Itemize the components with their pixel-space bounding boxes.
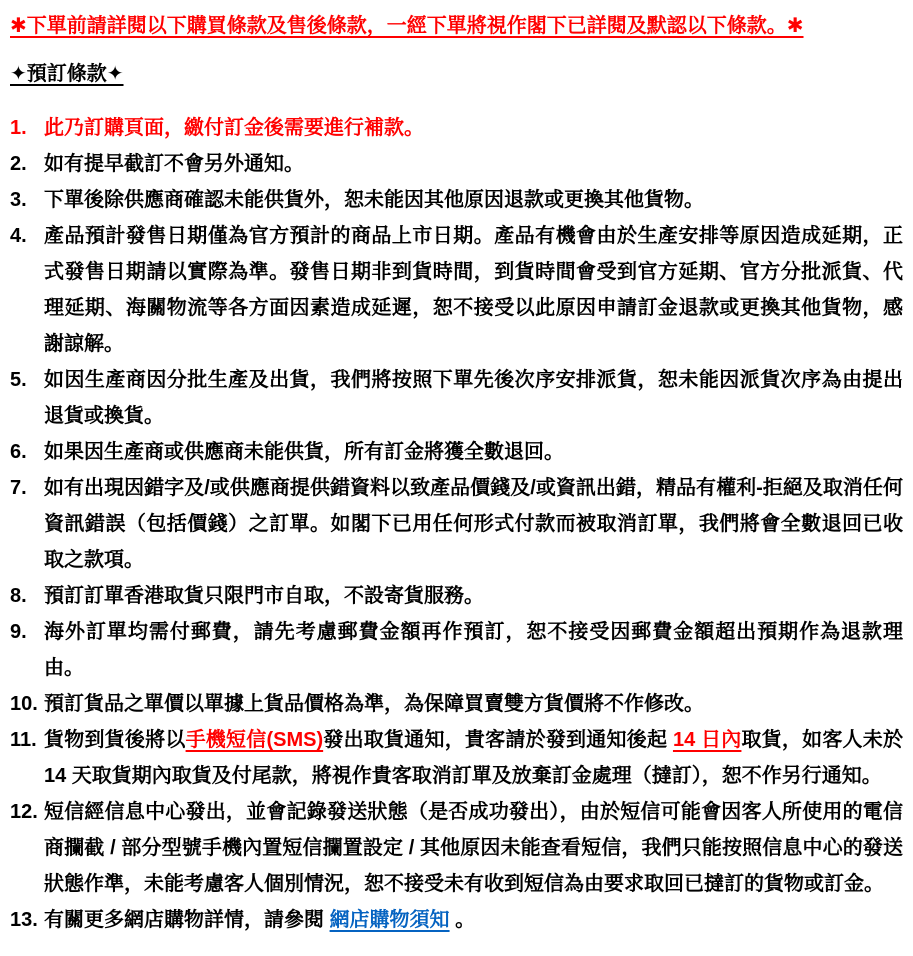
term-text (44, 614, 903, 686)
term-text-part: 如有出現因錯字及/或供應商提供錯資料以致產品價錢及/或資訊出錯，精品有權利-拒絕及取消任何資訊錯誤（包括價錢）之訂單。如閣下已用任何形式付款而被取消訂單，我們將會全數退回已收取之款項。 (44, 477, 903, 571)
term-text-part: 取貨，如客人未於 14 天取貨期內取貨及付尾款，將視作貴客取消訂單及放棄訂金處理（撻訂），恕不作另行通知。 (44, 729, 904, 787)
term-item-9 (10, 614, 903, 686)
term-item-6 (10, 434, 903, 470)
term-item-4 (10, 218, 903, 362)
term-text-part: 如果因生產商或供應商未能供貨，所有訂金將獲全數退回。 (44, 441, 564, 463)
term-text (44, 218, 903, 362)
term-text (44, 794, 903, 902)
term-number: 6. (10, 441, 27, 463)
term-text-part: 下單後除供應商確認未能供貨外，恕未能因其他原因退款或更換其他貨物。 (44, 189, 704, 211)
term-text-part: 預訂訂單香港取貨只限門市自取，不設寄貨服務。 (44, 585, 484, 607)
term-number: 3. (10, 189, 27, 211)
term-text-part: 海外訂單均需付郵費，請先考慮郵費金額再作預訂，恕不接受因郵費金額超出預期作為退款理由。 (44, 621, 903, 679)
terms-list (10, 110, 903, 938)
term-item-2 (10, 146, 903, 182)
term-text (44, 146, 903, 182)
term-number: 2. (10, 153, 27, 175)
term-number: 7. (10, 477, 27, 499)
term-item-11 (10, 722, 903, 794)
section-title-preorder-terms: ✦預訂條款✦ (10, 63, 124, 85)
term-text-part: 此乃訂購頁面，繳付訂金後需要進行補款。 (44, 117, 424, 139)
term-item-13 (10, 902, 903, 938)
term-number: 1. (10, 117, 27, 139)
term-item-7 (10, 470, 903, 578)
term-item-3 (10, 182, 903, 218)
term-text (44, 434, 903, 470)
term-text (44, 722, 903, 794)
term-text-part: 貨物到貨後將以 (44, 729, 186, 751)
term-text (44, 182, 903, 218)
term-number: 5. (10, 369, 27, 391)
term-text (44, 470, 903, 578)
term-text (44, 902, 903, 938)
term-text-part: 產品預計發售日期僅為官方預計的商品上市日期。產品有機會由於生產安排等原因造成延期，正式發售日期請以實際為準。發售日期非到貨時間，到貨時間會受到官方延期、官方分批派貨、代理延期、海關物流等各方面因素造成延遲，恕不接受以此原因申請訂金退款或更換其他貨物，感謝諒解。 (44, 225, 903, 355)
term-text-part: 。 (449, 909, 476, 931)
term-text (44, 110, 903, 146)
term-text-part: 如有提早截訂不會另外通知。 (44, 153, 304, 175)
term-item-8 (10, 578, 903, 614)
term-text (44, 686, 903, 722)
term-number: 12. (10, 801, 38, 823)
store-shopping-guide-link[interactable]: 網店購物須知 (329, 909, 450, 931)
purchase-terms-notice: ✱下單前請詳閱以下購買條款及售後條款，一經下單將視作閣下已詳閱及默認以下條款。✱ (10, 15, 804, 37)
term-item-5 (10, 362, 903, 434)
term-number: 4. (10, 225, 27, 247)
term-text-part: 發出取貨通知，貴客請於發到通知後起 (323, 729, 673, 751)
term-number: 10. (10, 693, 38, 715)
term-number: 11. (10, 729, 37, 751)
term-text-part: 14 日內 (672, 729, 742, 751)
term-text (44, 578, 903, 614)
term-text-part: 如因生產商因分批生產及出貨，我們將按照下單先後次序安排派貨，恕未能因派貨次序為由提出退貨或換貨。 (44, 369, 903, 427)
term-item-12 (10, 794, 903, 902)
term-number: 9. (10, 621, 27, 643)
term-item-10 (10, 686, 903, 722)
term-text-part: 手機短信(SMS) (185, 729, 324, 751)
term-number: 13. (10, 909, 38, 931)
term-text-part: 預訂貨品之單價以單據上貨品價格為準，為保障買賣雙方貨價將不作修改。 (44, 693, 704, 715)
term-text (44, 362, 903, 434)
term-text-part: 短信經信息中心發出，並會記錄發送狀態（是否成功發出），由於短信可能會因客人所使用的電信商攔截 / 部分型號手機內置短信攔置設定 / 其他原因未能查看短信，我們只能按照信息中心的發送狀態作準，未能考慮客人個別情況，恕不接受未有收到短信為由要求取回已撻訂的貨物或訂金。 (44, 801, 903, 895)
term-text-part: 有關更多網店購物詳情，請參閱 (44, 909, 330, 931)
term-number: 8. (10, 585, 27, 607)
term-item-1 (10, 110, 903, 146)
